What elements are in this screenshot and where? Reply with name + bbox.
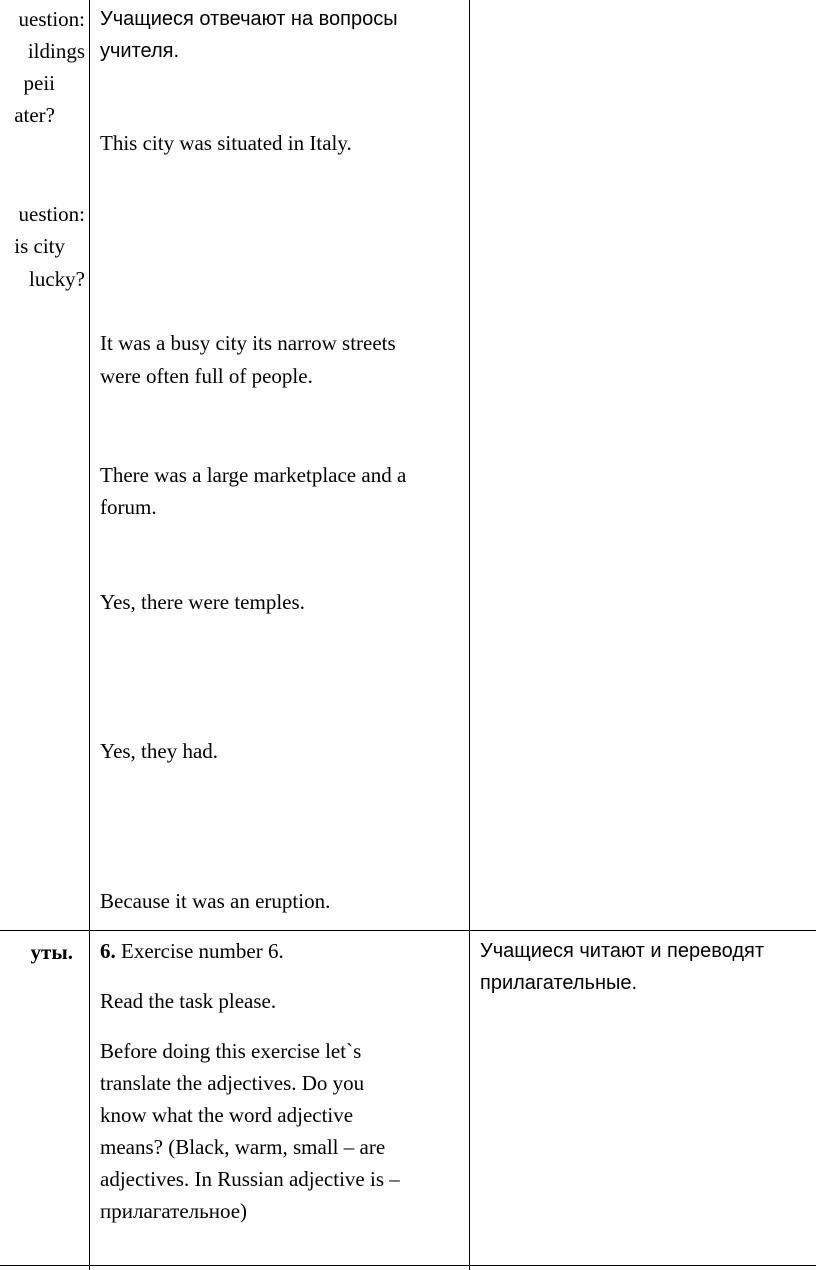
students-answer-intro-line-2: учителя. — [100, 40, 180, 62]
column-divider-right — [469, 0, 470, 1270]
left-question-2-line-1: uestion: — [18, 202, 85, 226]
exercise-paragraph-line-5: adjectives. In Russian adjective is – — [100, 1167, 400, 1191]
answer-they-had: Yes, they had. — [100, 739, 219, 763]
answer-busy-city-line-2: were often full of people. — [100, 364, 313, 388]
answer-marketplace-line-2: forum. — [100, 495, 157, 519]
answer-marketplace-line-1: There was a large marketplace and a — [100, 463, 407, 487]
students-translate-line-2: прилагательные. — [480, 972, 638, 994]
answer-temples: Yes, there were temples. — [100, 590, 305, 614]
left-question-1-line-3: peii — [23, 71, 55, 95]
row-divider — [0, 930, 816, 931]
left-row2-label: уты. — [30, 940, 73, 964]
answer-busy-city-line-1: It was a busy city its narrow streets — [100, 331, 396, 355]
left-question-2-line-3: lucky? — [29, 267, 85, 291]
exercise-paragraph-line-4: means? (Black, warm, small – are — [100, 1135, 386, 1159]
left-question-1-line-2: ildings — [27, 39, 85, 63]
column-divider-left — [89, 0, 90, 1270]
answer-situated-italy: This city was situated in Italy. — [100, 131, 352, 155]
students-translate-line-1: Учащиеся читают и переводят — [480, 940, 764, 962]
exercise-number: 6. — [100, 939, 116, 963]
answer-eruption: Because it was an eruption. — [100, 889, 331, 913]
left-question-1-line-4: ater? — [14, 103, 55, 127]
left-question-1-line-1: uestion: — [18, 7, 85, 31]
table-bottom-border — [0, 1265, 816, 1266]
read-task-instruction: Read the task please. — [100, 989, 277, 1013]
exercise-paragraph-line-1: Before doing this exercise let`s — [100, 1039, 362, 1063]
students-answer-intro-line-1: Учащиеся отвечают на вопросы — [100, 8, 398, 30]
exercise-paragraph-line-2: translate the adjectives. Do you — [100, 1071, 365, 1095]
exercise-heading — [100, 935, 284, 967]
exercise-title: Exercise number 6. — [115, 939, 284, 963]
exercise-paragraph-line-6: прилагательное) — [100, 1199, 248, 1223]
exercise-paragraph-line-3: know what the word adjective — [100, 1103, 354, 1127]
left-question-2-line-2: is city — [14, 234, 65, 258]
